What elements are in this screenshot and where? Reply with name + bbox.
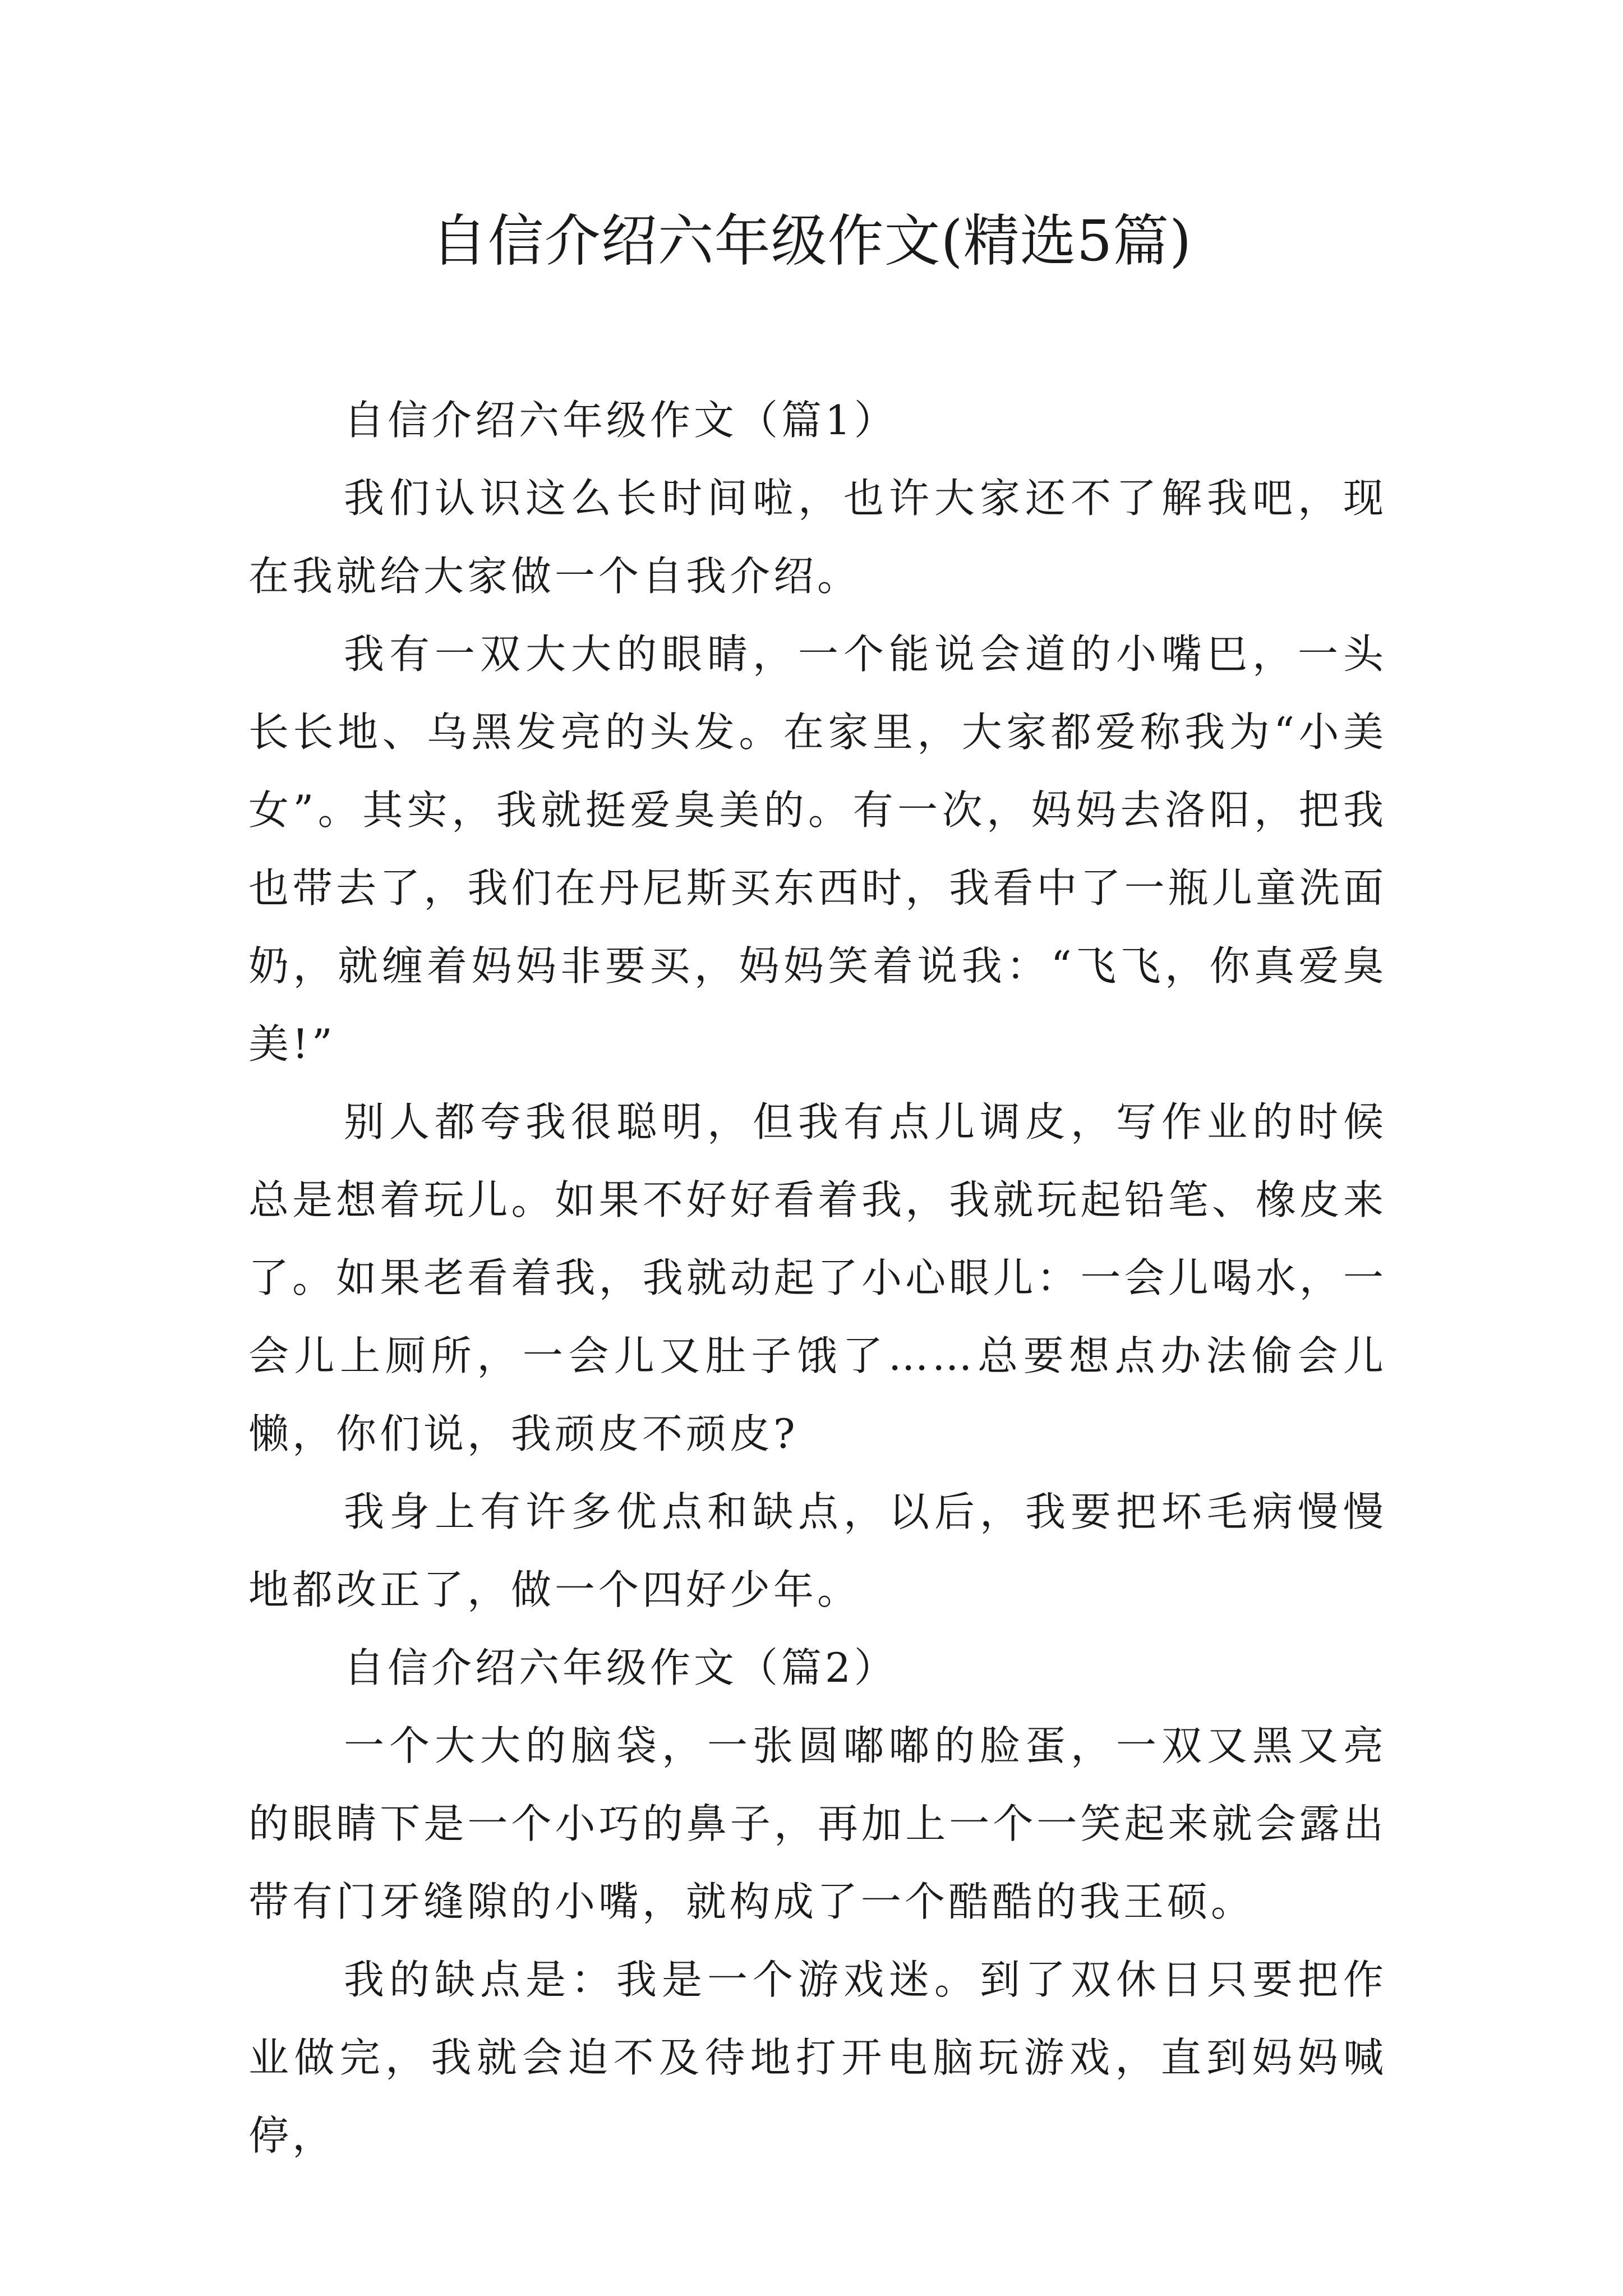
paragraph: 我们认识这么长时间啦，也许大家还不了解我吧，现在我就给大家做一个自我介绍。 xyxy=(248,475,1387,600)
section-heading: 自信介绍六年级作文（篇1） xyxy=(344,397,898,444)
document-body xyxy=(248,381,1387,2175)
paragraph: 我身上有许多优点和缺点，以后，我要把坏毛病慢慢地都改正了，做一个四好少年。 xyxy=(248,1488,1387,1613)
paragraph: 我的缺点是：我是一个游戏迷。到了双休日只要把作业做完，我就会迫不及待地打开电脑玩游戏，直到妈妈喊停， xyxy=(248,1956,1387,2159)
paragraph: 一个大大的脑袋，一张圆嘟嘟的脸蛋，一双又黑又亮的眼睛下是一个小巧的鼻子，再加上一个一笑起来就会露出带有门牙缝隙的小嘴，就构成了一个酷酷的我王硕。 xyxy=(248,1722,1387,1925)
paragraph: 别人都夸我很聪明，但我有点儿调皮，写作业的时候总是想着玩儿。如果不好好看着我，我就玩起铅笔、橡皮来了。如果老看着我，我就动起了小心眼儿：一会儿喝水，一会儿上厕所，一会儿又肚子饿了……总要想点办法偷会儿懒，你们说，我顽皮不顽皮? xyxy=(248,1098,1387,1457)
document-title: 自信介绍六年级作文(精选5篇) xyxy=(431,208,1192,274)
paragraph: 我有一双大大的眼睛，一个能说会道的小嘴巴，一头长长地、乌黑发亮的头发。在家里，大家都爱称我为“小美女”。其实，我就挺爱臭美的。有一次，妈妈去洛阳，把我也带去了，我们在丹尼斯买东西时，我看中了一瓶儿童洗面奶，就缠着妈妈非要买，妈妈笑着说我：“飞飞，你真爱臭美!” xyxy=(248,631,1387,1068)
section-heading: 自信介绍六年级作文（篇2） xyxy=(344,1644,898,1691)
